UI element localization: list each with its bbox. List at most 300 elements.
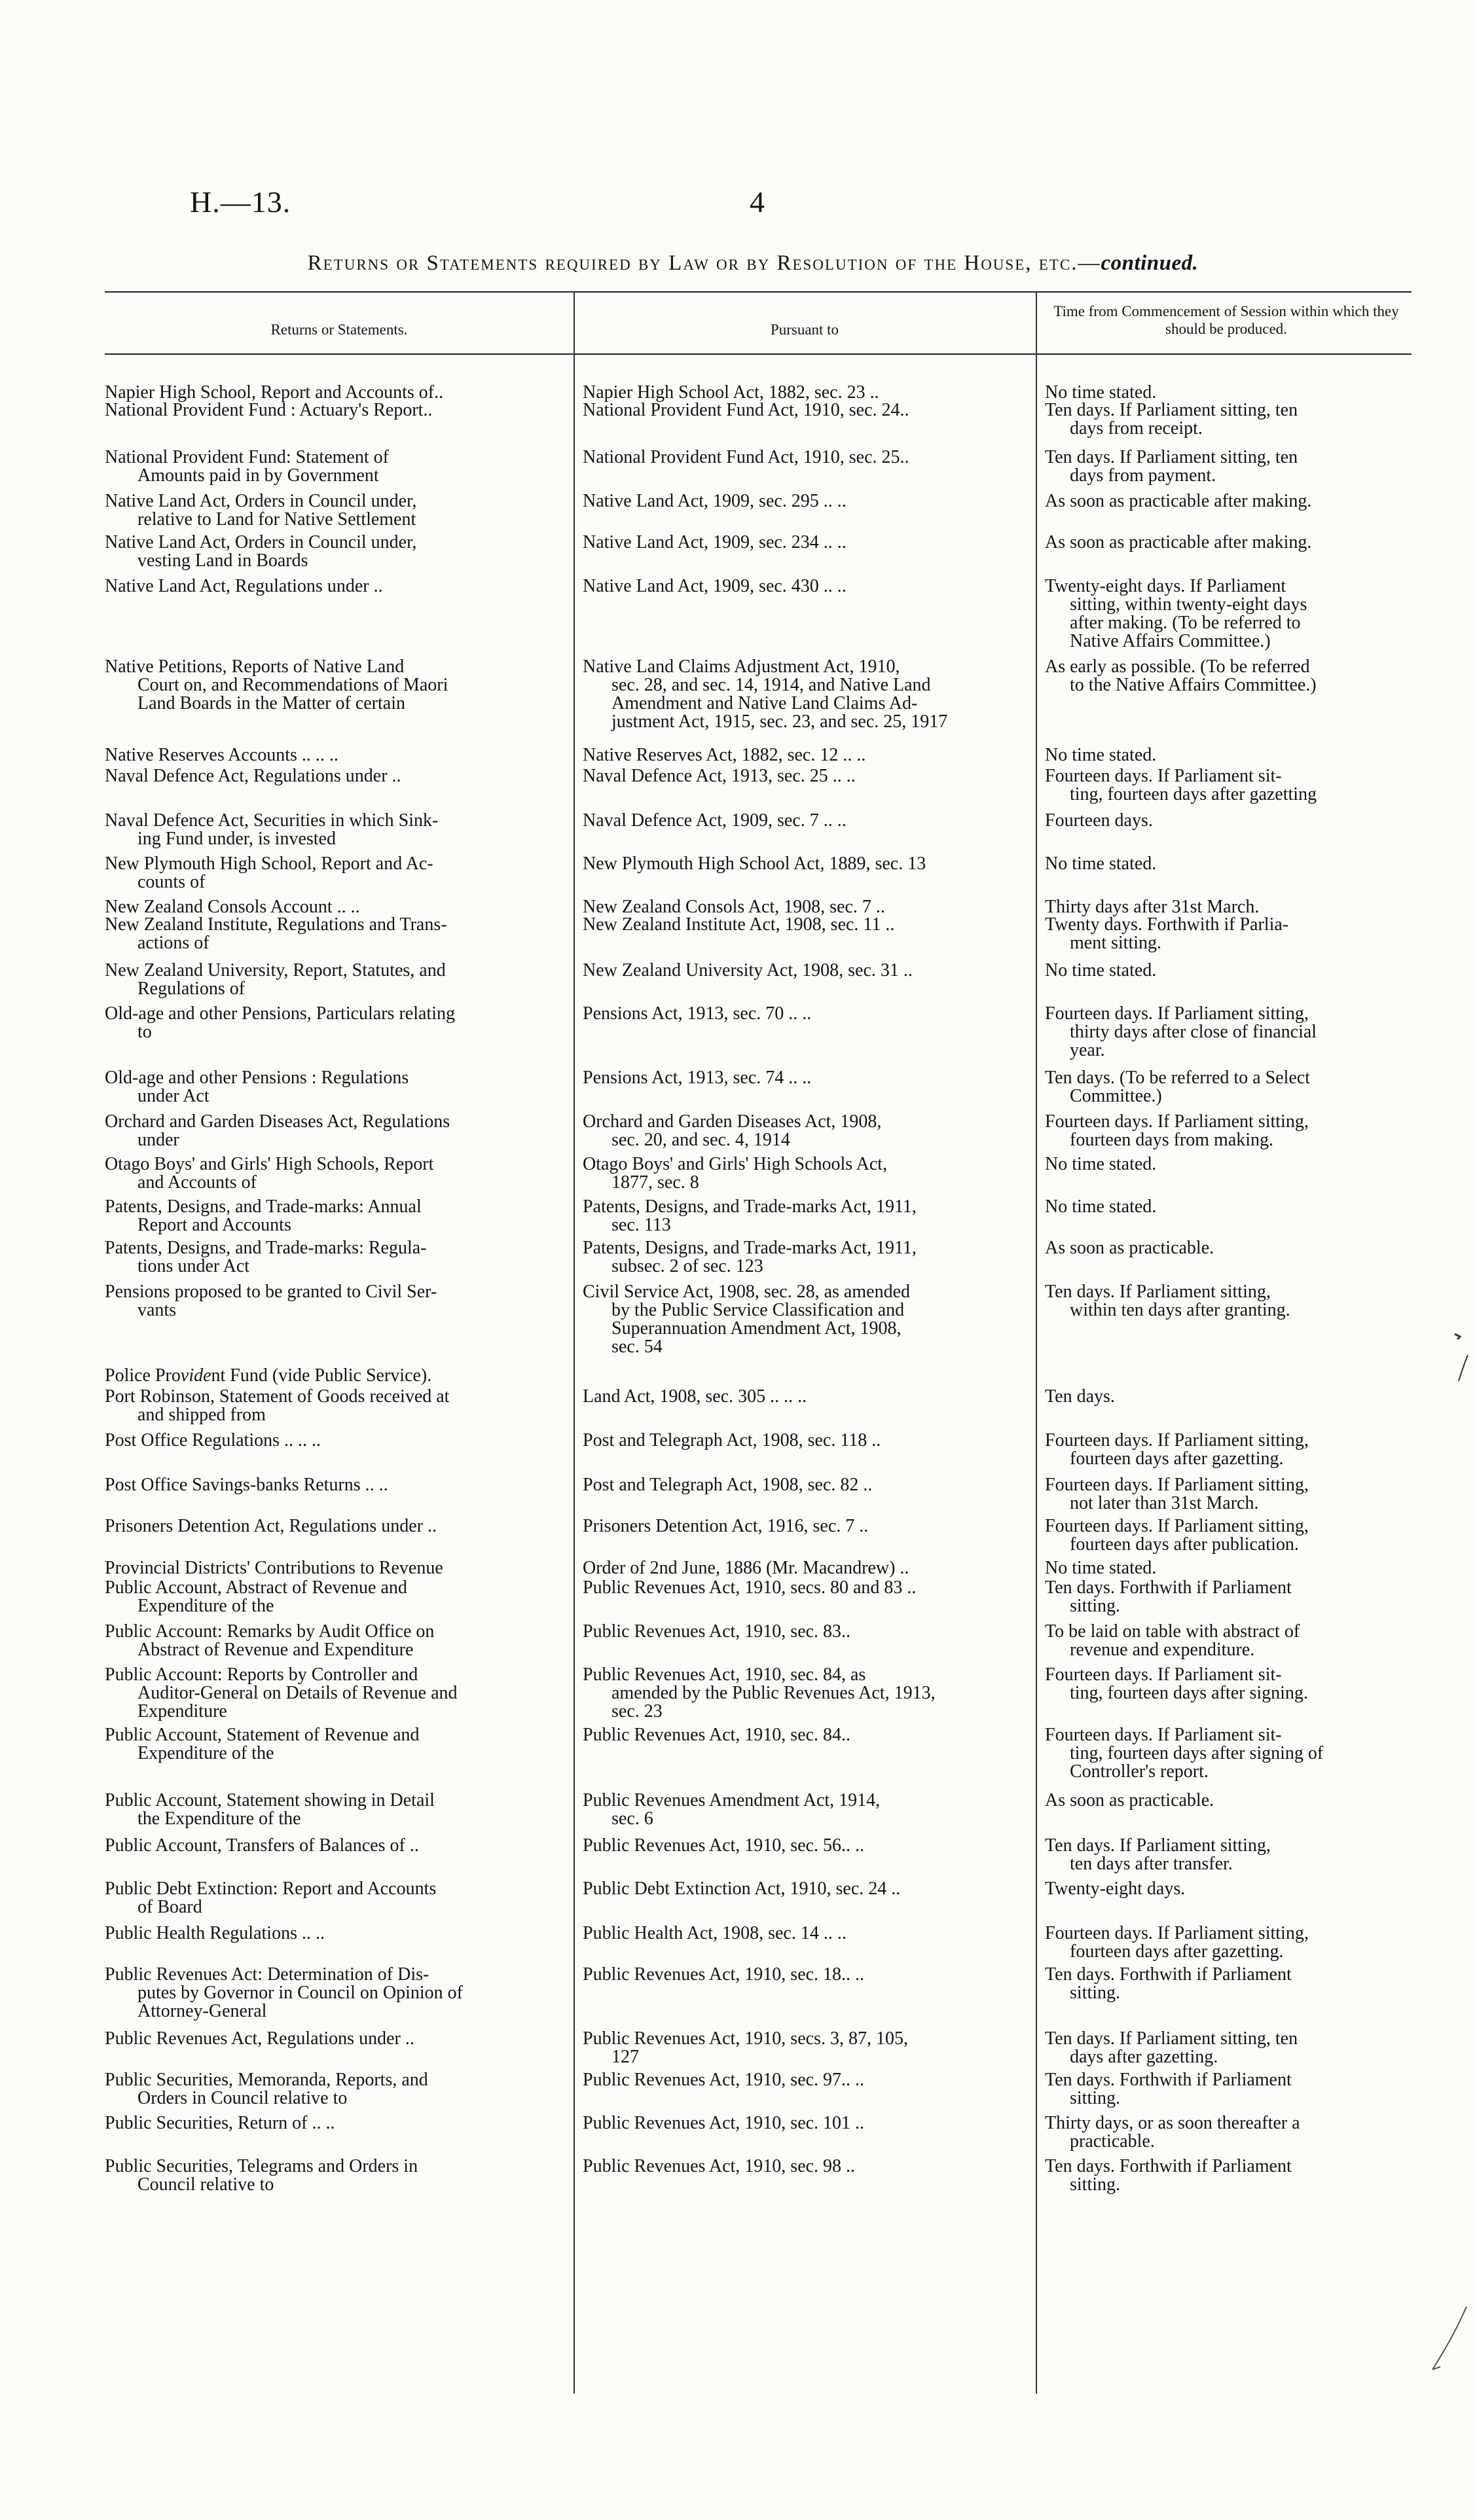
return-line: Otago Boys' and Girls' High Schools, Report bbox=[105, 1155, 434, 1174]
pursuant-cell bbox=[583, 1198, 1029, 1234]
pursuant-line: Patents, Designs, and Trade-marks Act, 1911, bbox=[583, 1198, 917, 1216]
pursuant-line: justment Act, 1915, sec. 23, and sec. 25, 1917 bbox=[611, 713, 948, 731]
time-cell bbox=[1045, 1239, 1412, 1257]
return-cell bbox=[105, 1791, 567, 1828]
pursuant-cell bbox=[583, 1283, 1029, 1356]
return-line: Public Account, Transfers of Balances of .. bbox=[105, 1837, 419, 1855]
pursuant-cell bbox=[583, 1579, 1029, 1597]
time-line: As soon as practicable. bbox=[1045, 1239, 1214, 1257]
column-divider-1 bbox=[574, 291, 575, 2394]
time-line: practicable. bbox=[1070, 2133, 1155, 2151]
pursuant-line: sec. 28, and sec. 14, 1914, and Native Land bbox=[611, 676, 931, 694]
time-cell bbox=[1045, 1517, 1412, 1554]
pursuant-cell bbox=[583, 1726, 1029, 1744]
time-line: Ten days. If Parliament sitting, ten bbox=[1045, 2030, 1298, 2048]
return-line: putes by Governor in Council on Opinion of bbox=[137, 1984, 463, 2002]
header-rule bbox=[105, 353, 1412, 355]
pursuant-line: New Plymouth High School Act, 1889, sec. 13 bbox=[583, 855, 926, 873]
return-line: Old-age and other Pensions, Particulars relating bbox=[105, 1005, 455, 1023]
pursuant-line: Land Act, 1908, sec. 305 .. .. .. bbox=[583, 1388, 807, 1406]
pursuant-line: Public Revenues Act, 1910, sec. 56.. .. bbox=[583, 1837, 865, 1855]
return-line: New Zealand Institute, Regulations and Trans- bbox=[105, 916, 447, 934]
return-line: and shipped from bbox=[137, 1406, 266, 1424]
return-cell bbox=[105, 1283, 567, 1320]
return-cell bbox=[105, 746, 567, 765]
time-line: Thirty days, or as soon thereafter a bbox=[1045, 2114, 1300, 2133]
return-line: Port Robinson, Statement of Goods received at bbox=[105, 1388, 450, 1406]
pursuant-line: Pensions Act, 1913, sec. 74 .. .. bbox=[583, 1069, 812, 1087]
return-line: Native Reserves Accounts .. .. .. bbox=[105, 746, 338, 765]
pursuant-line: Otago Boys' and Girls' High Schools Act, bbox=[583, 1155, 888, 1174]
return-line: Naval Defence Act, Securities in which Sink- bbox=[105, 812, 439, 830]
time-line: Controller's report. bbox=[1070, 1763, 1209, 1781]
return-line: Public Revenues Act: Determination of Dis- bbox=[105, 1966, 429, 1984]
title-continued: continued. bbox=[1101, 251, 1199, 275]
time-cell bbox=[1045, 1069, 1412, 1106]
return-line: Napier High School, Report and Accounts of.. bbox=[105, 384, 444, 402]
return-line: to bbox=[137, 1023, 152, 1041]
page-number: 4 bbox=[750, 185, 765, 219]
pursuant-cell bbox=[583, 1837, 1029, 1855]
pursuant-line: Pensions Act, 1913, sec. 70 .. .. bbox=[583, 1005, 812, 1023]
time-line: sitting. bbox=[1070, 1984, 1121, 2002]
time-cell bbox=[1045, 533, 1412, 552]
return-line: the Expenditure of the bbox=[137, 1810, 301, 1828]
return-cell bbox=[105, 1517, 567, 1536]
time-cell bbox=[1045, 492, 1412, 511]
return-line: Orchard and Garden Diseases Act, Regulations bbox=[105, 1113, 450, 1131]
time-cell bbox=[1045, 384, 1412, 402]
time-cell bbox=[1045, 1666, 1412, 1702]
time-line: Fourteen days. If Parliament sitting, bbox=[1045, 1924, 1309, 1943]
time-line: to the Native Affairs Committee.) bbox=[1070, 676, 1317, 694]
pursuant-line: Public Revenues Act, 1910, secs. 3, 87, 105, bbox=[583, 2030, 908, 2048]
return-line: vesting Land in Boards bbox=[137, 552, 308, 570]
pursuant-line: sec. 113 bbox=[611, 1216, 671, 1234]
pursuant-line: Native Land Claims Adjustment Act, 1910, bbox=[583, 658, 900, 676]
time-line: To be laid on table with abstract of bbox=[1045, 1623, 1300, 1641]
margin-pencil-mark-lower bbox=[1427, 2304, 1473, 2376]
pursuant-line: New Zealand Institute Act, 1908, sec. 11 .. bbox=[583, 916, 895, 934]
time-cell bbox=[1045, 577, 1412, 651]
column-divider-2 bbox=[1036, 291, 1037, 2394]
time-line: sitting, within twenty-eight days bbox=[1070, 596, 1307, 614]
time-cell bbox=[1045, 658, 1412, 694]
time-line: Ten days. If Parliament sitting, ten bbox=[1045, 401, 1298, 420]
return-line: Report and Accounts bbox=[137, 1216, 291, 1234]
time-line: Ten days. Forthwith if Parliament bbox=[1045, 2157, 1292, 2176]
pursuant-cell bbox=[583, 577, 1029, 596]
pursuant-line: Prisoners Detention Act, 1916, sec. 7 .. bbox=[583, 1517, 869, 1536]
pursuant-line: sec. 6 bbox=[611, 1810, 653, 1828]
pursuant-line: National Provident Fund Act, 1910, sec. 25.. bbox=[583, 448, 909, 467]
return-cell bbox=[105, 401, 567, 420]
return-cell bbox=[105, 1880, 567, 1917]
time-line: Fourteen days. If Parliament sitting, bbox=[1045, 1476, 1309, 1494]
return-cell bbox=[105, 384, 567, 402]
pursuant-cell bbox=[583, 1791, 1029, 1828]
time-cell bbox=[1045, 898, 1412, 916]
pursuant-line: by the Public Service Classification and bbox=[611, 1301, 905, 1320]
return-line: Police Provident Fund (vide Public Service). bbox=[105, 1367, 432, 1385]
pursuant-cell bbox=[583, 2114, 1029, 2133]
return-cell bbox=[105, 2030, 567, 2048]
time-cell bbox=[1045, 1113, 1412, 1149]
time-line: Ten days. (To be referred to a Select bbox=[1045, 1069, 1311, 1087]
pursuant-cell bbox=[583, 533, 1029, 552]
time-line: fourteen days from making. bbox=[1070, 1131, 1274, 1149]
return-cell bbox=[105, 767, 567, 785]
time-line: Fourteen days. If Parliament sitting, bbox=[1045, 1005, 1309, 1023]
time-cell bbox=[1045, 401, 1412, 438]
time-cell bbox=[1045, 1966, 1412, 2002]
return-cell bbox=[105, 577, 567, 596]
pursuant-line: amended by the Public Revenues Act, 1913, bbox=[611, 1684, 936, 1702]
return-line: Patents, Designs, and Trade-marks: Annual bbox=[105, 1198, 422, 1216]
time-cell bbox=[1045, 1388, 1412, 1406]
return-line: tions under Act bbox=[137, 1257, 250, 1276]
return-line: Public Securities, Memoranda, Reports, and bbox=[105, 2071, 428, 2089]
pursuant-line: Naval Defence Act, 1909, sec. 7 .. .. bbox=[583, 812, 847, 830]
title-rule bbox=[105, 291, 1412, 293]
pursuant-cell bbox=[583, 2030, 1029, 2066]
time-line: not later than 31st March. bbox=[1070, 1494, 1259, 1513]
time-line: Fourteen days. bbox=[1045, 812, 1153, 830]
pursuant-cell bbox=[583, 448, 1029, 467]
time-line: days from payment. bbox=[1070, 467, 1216, 485]
time-cell bbox=[1045, 1837, 1412, 1873]
pursuant-cell bbox=[583, 2071, 1029, 2089]
time-line: Committee.) bbox=[1070, 1087, 1162, 1106]
return-line: Public Securities, Telegrams and Orders in bbox=[105, 2157, 418, 2176]
pursuant-line: Napier High School Act, 1882, sec. 23 .. bbox=[583, 384, 879, 402]
time-line: ten days after transfer. bbox=[1070, 1855, 1233, 1873]
return-cell bbox=[105, 898, 567, 916]
return-line: of Board bbox=[137, 1898, 202, 1917]
time-line: after making. (To be referred to bbox=[1070, 614, 1301, 632]
page-title bbox=[105, 251, 1401, 276]
return-line: Native Land Act, Regulations under .. bbox=[105, 577, 383, 596]
return-line: ing Fund under, is invested bbox=[137, 830, 336, 848]
time-line: Ten days. If Parliament sitting, bbox=[1045, 1283, 1271, 1301]
pursuant-cell bbox=[583, 1155, 1029, 1192]
pursuant-cell bbox=[583, 1239, 1029, 1276]
pursuant-line: National Provident Fund Act, 1910, sec. 24.. bbox=[583, 401, 909, 420]
time-line: days from receipt. bbox=[1070, 420, 1203, 438]
return-cell bbox=[105, 2157, 567, 2194]
pursuant-cell bbox=[583, 1880, 1029, 1898]
return-cell bbox=[105, 1198, 567, 1234]
time-line: Twenty-eight days. If Parliament bbox=[1045, 577, 1286, 596]
return-cell bbox=[105, 1239, 567, 1276]
return-line: under bbox=[137, 1131, 179, 1149]
time-line: No time stated. bbox=[1045, 1198, 1157, 1216]
return-line: Public Account: Remarks by Audit Office on bbox=[105, 1623, 435, 1641]
return-line: Pensions proposed to be granted to Civil Ser- bbox=[105, 1283, 437, 1301]
time-line: Twenty-eight days. bbox=[1045, 1880, 1186, 1898]
time-line: As soon as practicable after making. bbox=[1045, 533, 1312, 552]
return-cell bbox=[105, 916, 567, 952]
time-cell bbox=[1045, 1559, 1412, 1577]
return-line: New Zealand University, Report, Statutes, and bbox=[105, 962, 446, 980]
time-line: Ten days. Forthwith if Parliament bbox=[1045, 1579, 1292, 1597]
time-line: No time stated. bbox=[1045, 962, 1157, 980]
return-cell bbox=[105, 1559, 567, 1577]
return-line: Public Debt Extinction: Report and Accounts bbox=[105, 1880, 437, 1898]
return-cell bbox=[105, 1579, 567, 1615]
return-line: relative to Land for Native Settlement bbox=[137, 511, 416, 529]
return-line: Native Land Act, Orders in Council under, bbox=[105, 492, 417, 511]
pursuant-line: Public Revenues Act, 1910, sec. 97.. .. bbox=[583, 2071, 865, 2089]
time-line: Ten days. If Parliament sitting, bbox=[1045, 1837, 1271, 1855]
pursuant-line: Native Land Act, 1909, sec. 234 .. .. bbox=[583, 533, 847, 552]
time-line: Ten days. If Parliament sitting, ten bbox=[1045, 448, 1298, 467]
column-header-returns: Returns or Statements. bbox=[270, 321, 408, 338]
time-cell bbox=[1045, 2071, 1412, 2108]
time-cell bbox=[1045, 1283, 1412, 1320]
return-line: Public Account: Reports by Controller and bbox=[105, 1666, 418, 1684]
pursuant-cell bbox=[583, 2157, 1029, 2176]
pursuant-line: sec. 23 bbox=[611, 1702, 663, 1721]
title-text: Returns or Statements required by Law or by Resolution of the House, etc.— bbox=[307, 251, 1101, 275]
time-line: As soon as practicable after making. bbox=[1045, 492, 1312, 511]
time-cell bbox=[1045, 1005, 1412, 1060]
pursuant-cell bbox=[583, 1476, 1029, 1494]
pursuant-line: Public Revenues Act, 1910, secs. 80 and 83 .. bbox=[583, 1579, 917, 1597]
return-cell bbox=[105, 1367, 567, 1385]
return-line: Expenditure of the bbox=[137, 1597, 274, 1615]
pursuant-line: Patents, Designs, and Trade-marks Act, 1911, bbox=[583, 1239, 917, 1257]
return-line: Public Account, Abstract of Revenue and bbox=[105, 1579, 407, 1597]
pursuant-cell bbox=[583, 812, 1029, 830]
time-line: No time stated. bbox=[1045, 1155, 1157, 1174]
pursuant-line: Orchard and Garden Diseases Act, 1908, bbox=[583, 1113, 882, 1131]
margin-pencil-mark bbox=[1453, 1329, 1473, 1388]
return-line: Prisoners Detention Act, Regulations under .. bbox=[105, 1517, 437, 1536]
return-line: National Provident Fund: Statement of bbox=[105, 448, 389, 467]
return-line: Native Petitions, Reports of Native Land bbox=[105, 658, 405, 676]
time-line: No time stated. bbox=[1045, 746, 1157, 765]
return-line: Post Office Regulations .. .. .. bbox=[105, 1431, 321, 1450]
time-line: within ten days after granting. bbox=[1070, 1301, 1290, 1320]
time-line: ting, fourteen days after signing of bbox=[1070, 1744, 1324, 1763]
return-cell bbox=[105, 1155, 567, 1192]
return-line: Abstract of Revenue and Expenditure bbox=[137, 1641, 414, 1659]
return-line: actions of bbox=[137, 934, 210, 952]
pursuant-cell bbox=[583, 1517, 1029, 1536]
return-line: Public Account, Statement showing in Detail bbox=[105, 1791, 435, 1810]
return-cell bbox=[105, 1726, 567, 1763]
time-cell bbox=[1045, 2157, 1412, 2194]
time-line: fourteen days after gazetting. bbox=[1070, 1943, 1284, 1961]
pursuant-cell bbox=[583, 1559, 1029, 1577]
return-cell bbox=[105, 2071, 567, 2108]
return-line: Orders in Council relative to bbox=[137, 2089, 348, 2108]
time-line: Ten days. bbox=[1045, 1388, 1115, 1406]
time-line: fourteen days after publication. bbox=[1070, 1536, 1299, 1554]
time-cell bbox=[1045, 855, 1412, 873]
time-cell bbox=[1045, 962, 1412, 980]
return-line: Public Health Regulations .. .. bbox=[105, 1924, 325, 1943]
return-line: Public Revenues Act, Regulations under .. bbox=[105, 2030, 414, 2048]
return-cell bbox=[105, 1476, 567, 1494]
return-cell bbox=[105, 1666, 567, 1721]
pursuant-line: Public Revenues Act, 1910, sec. 98 .. bbox=[583, 2157, 856, 2176]
return-cell bbox=[105, 533, 567, 570]
return-cell bbox=[105, 1924, 567, 1943]
pursuant-line: New Zealand University Act, 1908, sec. 31 .. bbox=[583, 962, 913, 980]
time-cell bbox=[1045, 2114, 1412, 2151]
pursuant-cell bbox=[583, 855, 1029, 873]
return-line: Auditor-General on Details of Revenue and bbox=[137, 1684, 458, 1702]
pursuant-cell bbox=[583, 898, 1029, 916]
time-cell bbox=[1045, 1726, 1412, 1781]
return-line: Land Boards in the Matter of certain bbox=[137, 694, 405, 713]
return-line: vants bbox=[137, 1301, 177, 1320]
time-line: Fourteen days. If Parliament sit- bbox=[1045, 1666, 1282, 1684]
pursuant-line: Public Revenues Act, 1910, sec. 18.. .. bbox=[583, 1966, 865, 1984]
pursuant-cell bbox=[583, 916, 1029, 934]
time-line: Twenty days. Forthwith if Parlia- bbox=[1045, 916, 1289, 934]
time-cell bbox=[1045, 1155, 1412, 1174]
time-line: revenue and expenditure. bbox=[1070, 1641, 1255, 1659]
pursuant-line: sec. 54 bbox=[611, 1338, 663, 1356]
time-cell bbox=[1045, 1791, 1412, 1810]
pursuant-line: Naval Defence Act, 1913, sec. 25 .. .. bbox=[583, 767, 856, 785]
return-line: Public Account, Statement of Revenue and bbox=[105, 1726, 420, 1744]
time-cell bbox=[1045, 448, 1412, 485]
time-line: Fourteen days. If Parliament sit- bbox=[1045, 1726, 1282, 1744]
time-line: Ten days. Forthwith if Parliament bbox=[1045, 1966, 1292, 1984]
return-line: New Zealand Consols Account .. .. bbox=[105, 898, 360, 916]
pursuant-line: 127 bbox=[611, 2048, 639, 2066]
time-line: No time stated. bbox=[1045, 1559, 1157, 1577]
column-header-time: Time from Commencement of Session within which they should be produced. bbox=[1053, 303, 1399, 337]
pursuant-line: Public Revenues Act, 1910, sec. 84.. bbox=[583, 1726, 851, 1744]
time-line: Native Affairs Committee.) bbox=[1070, 632, 1271, 651]
pursuant-line: Public Revenues Act, 1910, sec. 101 .. bbox=[583, 2114, 865, 2133]
return-cell bbox=[105, 1005, 567, 1041]
pursuant-cell bbox=[583, 492, 1029, 511]
time-cell bbox=[1045, 916, 1412, 952]
pursuant-line: Public Revenues Act, 1910, sec. 84, as bbox=[583, 1666, 866, 1684]
pursuant-line: subsec. 2 of sec. 123 bbox=[611, 1257, 763, 1276]
pursuant-cell bbox=[583, 1966, 1029, 1984]
time-cell bbox=[1045, 812, 1412, 830]
return-line: Attorney-General bbox=[137, 2002, 267, 2021]
pursuant-cell bbox=[583, 1069, 1029, 1087]
time-line: year. bbox=[1070, 1041, 1105, 1060]
return-cell bbox=[105, 1431, 567, 1450]
pursuant-line: Post and Telegraph Act, 1908, sec. 82 .. bbox=[583, 1476, 873, 1494]
time-cell bbox=[1045, 746, 1412, 765]
pursuant-cell bbox=[583, 658, 1029, 731]
pursuant-cell bbox=[583, 1924, 1029, 1943]
pursuant-line: 1877, sec. 8 bbox=[611, 1174, 699, 1192]
pursuant-cell bbox=[583, 1666, 1029, 1721]
time-line: As soon as practicable. bbox=[1045, 1791, 1214, 1810]
return-line: Post Office Savings-banks Returns .. .. bbox=[105, 1476, 388, 1494]
return-line: Native Land Act, Orders in Council under, bbox=[105, 533, 417, 552]
return-line: New Plymouth High School, Report and Ac- bbox=[105, 855, 433, 873]
time-line: Fourteen days. If Parliament sit- bbox=[1045, 767, 1282, 785]
return-line: Old-age and other Pensions : Regulations bbox=[105, 1069, 409, 1087]
time-line: thirty days after close of financial bbox=[1070, 1023, 1317, 1041]
pursuant-line: Superannuation Amendment Act, 1908, bbox=[611, 1320, 902, 1338]
return-cell bbox=[105, 658, 567, 713]
return-cell bbox=[105, 492, 567, 529]
pursuant-line: Order of 2nd June, 1886 (Mr. Macandrew) .. bbox=[583, 1559, 909, 1577]
return-cell bbox=[105, 1388, 567, 1424]
return-cell bbox=[105, 1837, 567, 1855]
return-line: and Accounts of bbox=[137, 1174, 257, 1192]
pursuant-cell bbox=[583, 1623, 1029, 1641]
time-cell bbox=[1045, 1924, 1412, 1961]
pursuant-line: sec. 20, and sec. 4, 1914 bbox=[611, 1131, 790, 1149]
pursuant-cell bbox=[583, 746, 1029, 765]
pursuant-line: Native Reserves Act, 1882, sec. 12 .. .. bbox=[583, 746, 866, 765]
return-line: counts of bbox=[137, 873, 206, 891]
return-line: Amounts paid in by Government bbox=[137, 467, 379, 485]
time-line: Fourteen days. If Parliament sitting, bbox=[1045, 1431, 1309, 1450]
pursuant-cell bbox=[583, 1113, 1029, 1149]
return-cell bbox=[105, 1069, 567, 1106]
return-cell bbox=[105, 2114, 567, 2133]
time-cell bbox=[1045, 767, 1412, 804]
time-cell bbox=[1045, 1579, 1412, 1615]
pursuant-line: Public Debt Extinction Act, 1910, sec. 24 .. bbox=[583, 1880, 901, 1898]
return-line: Patents, Designs, and Trade-marks: Regula- bbox=[105, 1239, 427, 1257]
time-line: ment sitting. bbox=[1070, 934, 1161, 952]
return-cell bbox=[105, 1966, 567, 2021]
time-cell bbox=[1045, 1623, 1412, 1659]
return-line: Expenditure of the bbox=[137, 1744, 274, 1763]
pursuant-cell bbox=[583, 1005, 1029, 1023]
return-line: under Act bbox=[137, 1087, 210, 1106]
pursuant-line: New Zealand Consols Act, 1908, sec. 7 .. bbox=[583, 898, 885, 916]
time-line: sitting. bbox=[1070, 1597, 1121, 1615]
time-cell bbox=[1045, 1476, 1412, 1513]
time-cell bbox=[1045, 1198, 1412, 1216]
pursuant-cell bbox=[583, 384, 1029, 402]
return-line: National Provident Fund : Actuary's Report.. bbox=[105, 401, 433, 420]
pursuant-line: Native Land Act, 1909, sec. 430 .. .. bbox=[583, 577, 847, 596]
pursuant-line: Amendment and Native Land Claims Ad- bbox=[611, 694, 918, 713]
return-line: Provincial Districts' Contributions to Revenue bbox=[105, 1559, 443, 1577]
time-cell bbox=[1045, 1880, 1412, 1898]
document-reference: H.—13. bbox=[190, 185, 291, 219]
return-cell bbox=[105, 1113, 567, 1149]
pursuant-line: Post and Telegraph Act, 1908, sec. 118 .. bbox=[583, 1431, 881, 1450]
pursuant-line: Native Land Act, 1909, sec. 295 .. .. bbox=[583, 492, 847, 511]
pursuant-cell bbox=[583, 1388, 1029, 1406]
pursuant-cell bbox=[583, 767, 1029, 785]
time-line: No time stated. bbox=[1045, 855, 1157, 873]
return-cell bbox=[105, 448, 567, 485]
pursuant-line: Civil Service Act, 1908, sec. 28, as amended bbox=[583, 1283, 910, 1301]
return-cell bbox=[105, 1623, 567, 1659]
time-line: days after gazetting. bbox=[1070, 2048, 1218, 2066]
time-line: Fourteen days. If Parliament sitting, bbox=[1045, 1517, 1309, 1536]
return-cell bbox=[105, 812, 567, 848]
time-line: sitting. bbox=[1070, 2089, 1121, 2108]
return-cell bbox=[105, 962, 567, 998]
return-line: Expenditure bbox=[137, 1702, 227, 1721]
pursuant-cell bbox=[583, 401, 1029, 420]
time-line: Thirty days after 31st March. bbox=[1045, 898, 1260, 916]
return-line: Naval Defence Act, Regulations under .. bbox=[105, 767, 401, 785]
return-line: Council relative to bbox=[137, 2176, 274, 2194]
